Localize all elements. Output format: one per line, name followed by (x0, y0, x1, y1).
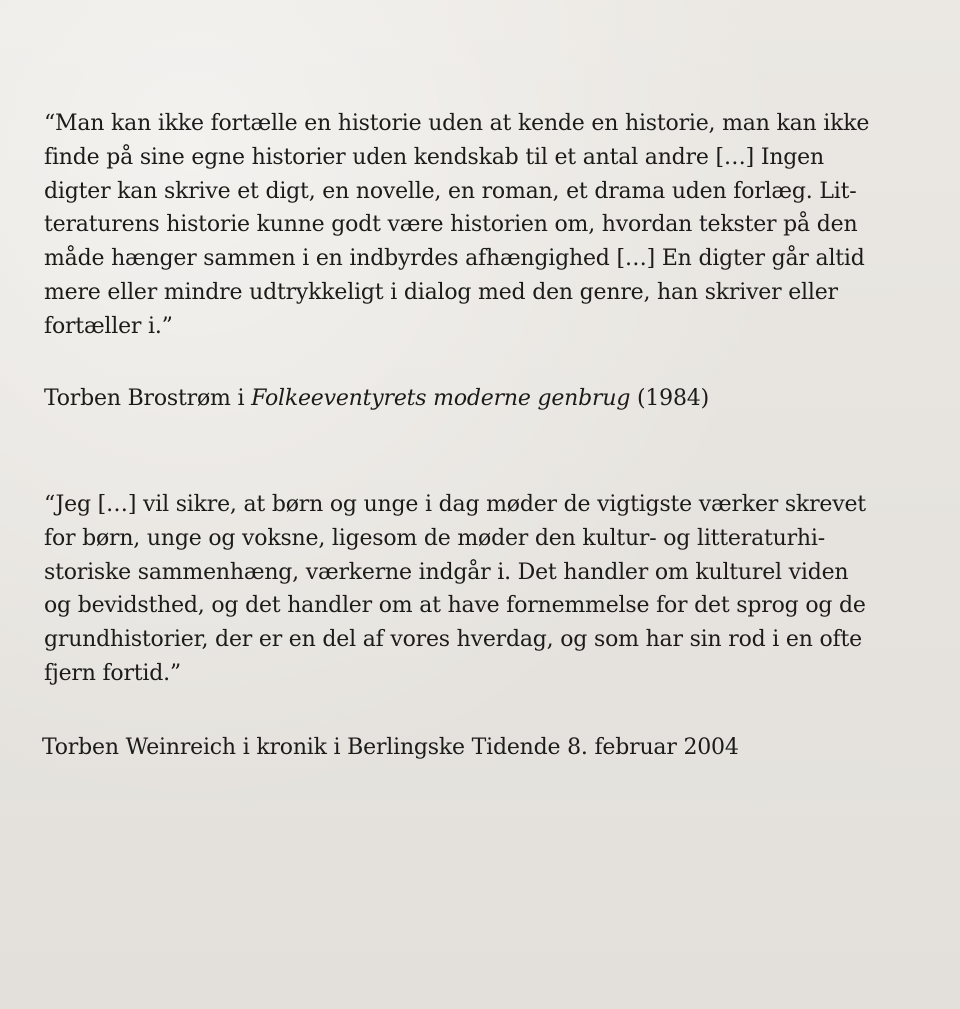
attribution-brostrom (44, 384, 709, 414)
quote-brostrom: “Man kan ikke fortælle en historie uden at kende en historie, man kan ikke finde på sine egne historier uden kendskab til et antal andre […] Ingen digter kan skrive et digt, en novelle, en roman, et drama uden forlæg. Lit- teraturens historie kunne godt være historien om, hvordan tekster på den måde hænger sammen i en indbyrdes afhængighed […] En digter går altid mere eller mindre udtrykkeligt i dialog med den genre, han skriver eller fortæller i.” (44, 111, 870, 339)
quote-weinreich: “Jeg […] vil sikre, at børn og unge i dag møder de vigtigste værker skrevet for børn, unge og voksne, ligesom de møder den kultur- og litteraturhi- storiske sammenhæng, værkerne indgår i. Det handler om kulturel viden og bevidsthed, og det handler om at have fornemmelse for det sprog og de grundhistorier, der er en del af vores hverdag, og som har sin rod i en ofte fjern fortid.” (44, 492, 866, 686)
attribution-author: Torben Brostrøm i (44, 386, 252, 411)
attribution-weinreich: Torben Weinreich i kronik i Berlingske Tidende 8. februar 2004 (42, 735, 739, 760)
attribution-year: (1984) (630, 386, 709, 411)
attribution-book-title: Folkeeventyrets moderne genbrug (251, 386, 631, 411)
